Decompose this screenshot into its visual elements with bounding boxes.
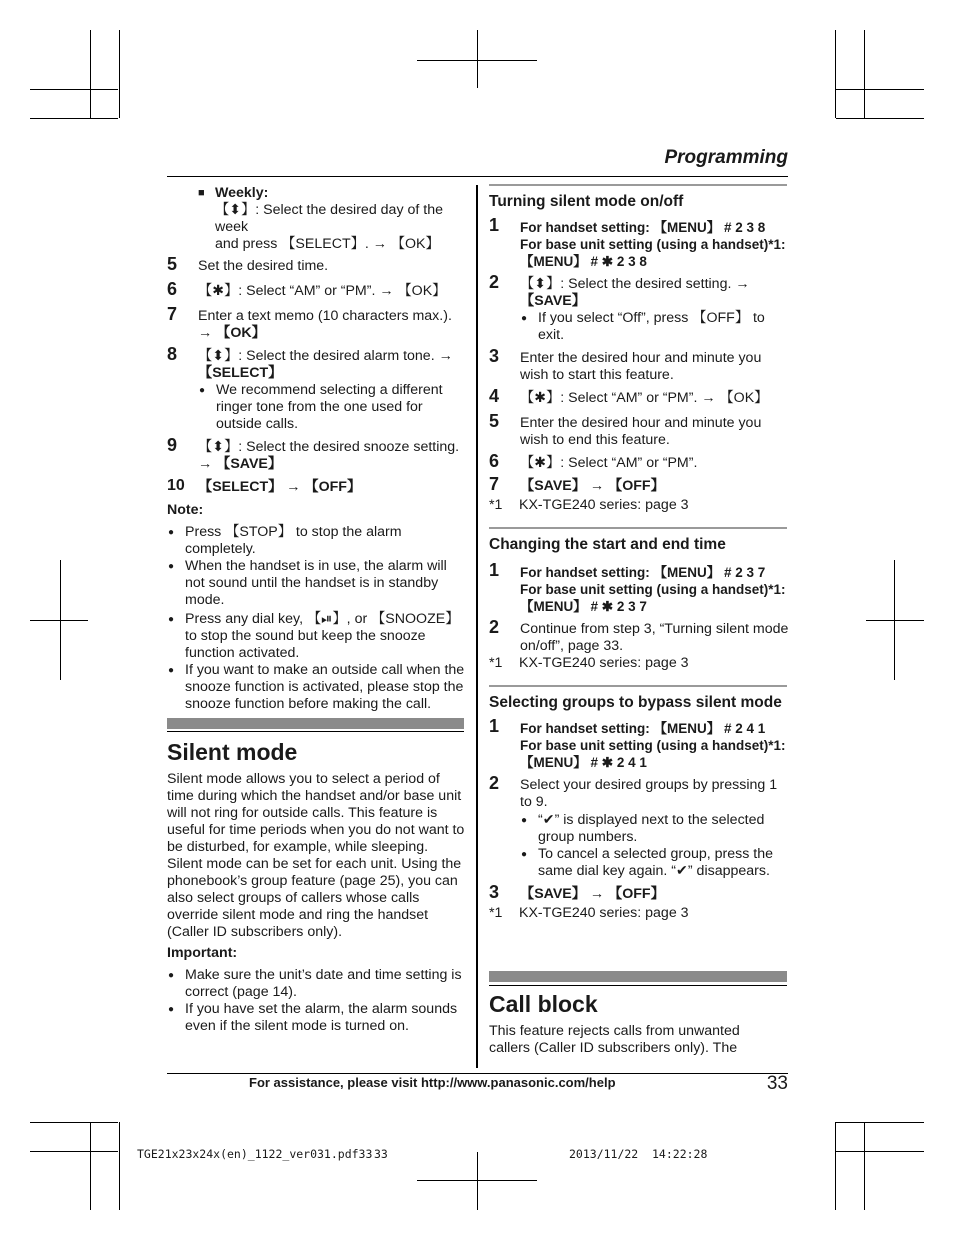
changing-step-1 bbox=[489, 560, 789, 615]
crop-mark bbox=[836, 118, 924, 119]
note-item: ● If you want to make an outside call when the snooze function is activated, please stop the snooze function before making the call. bbox=[167, 662, 467, 713]
crop-mark bbox=[835, 30, 836, 118]
crop-mark bbox=[836, 1151, 924, 1152]
step-text: 【✱】: Select “AM” or “PM”. → 【OK】 bbox=[520, 390, 769, 406]
turning-step-1 bbox=[489, 215, 789, 270]
step-text-2: For base unit setting (using a handset)*1: 【MENU】 # ✱ 2 3 8 bbox=[520, 237, 786, 269]
crop-mark bbox=[864, 1122, 865, 1210]
print-page: 33 bbox=[374, 1147, 388, 1161]
step-number: 6 bbox=[489, 451, 500, 471]
notes-list bbox=[167, 524, 467, 713]
crop-mark bbox=[836, 1122, 924, 1123]
step-text-2: 【SAVE】 bbox=[520, 293, 586, 309]
step-bullet: ● If you select “Off”, press 【OFF】 to exit. bbox=[520, 310, 789, 344]
step-text-2: For base unit setting (using a handset)*1: 【MENU】 # ✱ 2 4 1 bbox=[520, 738, 786, 770]
step-bullet: ● To cancel a selected group, press the same dial key again. “✔” disappears. bbox=[520, 846, 789, 880]
step-text: Enter a text memo (10 characters max.). bbox=[198, 308, 452, 324]
step-text: For handset setting: 【MENU】 # 2 3 7 bbox=[520, 565, 766, 580]
crop-mark bbox=[30, 1151, 118, 1152]
crop-mark bbox=[119, 30, 120, 118]
step-text-2: → 【SAVE】 bbox=[198, 456, 283, 472]
note-label: Note: bbox=[167, 502, 204, 518]
footnote-text: KX-TGE240 series: page 3 bbox=[519, 497, 689, 513]
step-8-bullet: ● We recommend selecting a different ringer tone from the one used for outside calls. bbox=[198, 382, 467, 433]
step-6 bbox=[167, 279, 467, 300]
column-divider bbox=[476, 185, 478, 1068]
turning-step-7 bbox=[489, 474, 789, 495]
crop-mark bbox=[417, 1180, 537, 1181]
note-item: ● Press 【STOP】 to stop the alarm completely. bbox=[167, 524, 467, 558]
turning-step-2 bbox=[489, 272, 789, 344]
subsection-rule bbox=[489, 184, 787, 186]
right-column bbox=[489, 193, 789, 514]
footnote-text: KX-TGE240 series: page 3 bbox=[519, 655, 689, 671]
silent-mode-heading: Silent mode bbox=[167, 739, 298, 765]
section-bar bbox=[167, 718, 464, 729]
footnote bbox=[489, 905, 789, 922]
groups-step-2 bbox=[489, 773, 789, 880]
crop-mark bbox=[477, 30, 478, 88]
step-10 bbox=[167, 479, 467, 496]
step-text-2: 【SELECT】 bbox=[198, 365, 283, 381]
print-filename: TGE21x23x24x(en)_1122_ver031.pdf33 bbox=[137, 1147, 373, 1161]
step-text-2: → 【OK】 bbox=[198, 325, 266, 341]
print-time: 14:22:28 bbox=[652, 1147, 708, 1161]
section-rule bbox=[489, 985, 787, 986]
step-text: 【SAVE】 → 【OFF】 bbox=[520, 886, 665, 902]
weekly-text: 【⬍】: Select the desired day of the week bbox=[215, 202, 443, 235]
weekly-label: ■ Weekly: bbox=[215, 185, 269, 201]
step-number: 3 bbox=[489, 882, 500, 902]
crop-mark bbox=[30, 89, 118, 90]
step-text: 【⬍】: Select the desired setting. → bbox=[520, 276, 750, 292]
step-number: 5 bbox=[489, 411, 500, 431]
note-item: ● When the handset is in use, the alarm will not sound until the handset is in standby mode. bbox=[167, 558, 467, 609]
step-number: 5 bbox=[167, 254, 178, 274]
crop-mark bbox=[30, 1122, 118, 1123]
step-7 bbox=[167, 304, 467, 342]
groups-step-3 bbox=[489, 882, 789, 903]
step-number: 4 bbox=[489, 386, 500, 406]
crop-mark bbox=[119, 1122, 120, 1210]
crop-mark bbox=[836, 89, 924, 90]
call-block-body: This feature rejects calls from unwanted callers (Caller ID subscribers only). The bbox=[489, 1023, 740, 1056]
footnote-mark: *1 bbox=[489, 497, 503, 513]
step-text: For handset setting: 【MENU】 # 2 3 8 bbox=[520, 220, 766, 235]
step-number: 8 bbox=[167, 344, 178, 364]
footnote bbox=[489, 655, 789, 672]
crop-mark bbox=[864, 30, 865, 118]
section-bar bbox=[489, 971, 787, 982]
header-rule bbox=[167, 176, 788, 177]
turning-step-6 bbox=[489, 451, 789, 472]
step-text: Enter the desired hour and minute you wish to end this feature. bbox=[520, 415, 762, 448]
step-text: 【✱】: Select “AM” or “PM”. bbox=[520, 455, 698, 471]
changing-time-heading: Changing the start and end time bbox=[489, 536, 726, 553]
step-text: Set the desired time. bbox=[198, 258, 329, 274]
subsection-rule bbox=[489, 527, 787, 529]
step-text: 【⬍】: Select the desired alarm tone. → bbox=[198, 348, 453, 364]
note-item: ● Press any dial key, 【⏯】, or 【SNOOZE】 to stop the sound but keep the snooze function activated. bbox=[167, 611, 467, 662]
turning-step-4 bbox=[489, 386, 789, 407]
step-bullet: ● “✔” is displayed next to the selected group numbers. bbox=[520, 812, 789, 846]
footnote bbox=[489, 497, 789, 514]
step-number: 2 bbox=[489, 272, 500, 292]
crop-mark bbox=[30, 118, 118, 119]
step-number: 2 bbox=[489, 617, 500, 637]
weekly-text-2: and press 【SELECT】. → 【OK】 bbox=[215, 236, 440, 252]
step-text: 【⬍】: Select the desired snooze setting. bbox=[198, 439, 460, 455]
groups-step-1 bbox=[489, 716, 789, 771]
silent-mode-body: Silent mode allows you to select a period of time during which the handset and/or base unit will not ring for outside calls. This feature is useful for time periods when you do not want to be disturbed, for example, while sleeping. Silent mode can be set for each unit. Using the phonebook’s group feature (page 25), you can also select groups of callers whose calls override silent mode and ring the handset (Caller ID subscribers only). bbox=[167, 771, 465, 940]
important-item: ● If you have set the alarm, the alarm sounds even if the silent mode is turned on. bbox=[167, 1001, 467, 1035]
step-number: 10 bbox=[167, 477, 185, 494]
changing-step-2 bbox=[489, 617, 789, 655]
step-number: 9 bbox=[167, 435, 178, 455]
step-text: Continue from step 3, “Turning silent mode on/off”, page 33. bbox=[520, 621, 789, 654]
step-number: 7 bbox=[489, 474, 500, 494]
changing-section bbox=[489, 536, 789, 672]
footnote-text: KX-TGE240 series: page 3 bbox=[519, 905, 689, 921]
important-list bbox=[167, 967, 467, 1035]
weekly-option bbox=[197, 185, 467, 253]
footnote-mark: *1 bbox=[489, 655, 503, 671]
crop-mark bbox=[835, 1122, 836, 1210]
page-number: 33 bbox=[766, 1073, 788, 1094]
crop-mark bbox=[477, 1152, 478, 1210]
subsection-rule bbox=[489, 685, 787, 687]
print-date: 2013/11/22 bbox=[569, 1147, 639, 1161]
bypass-groups-heading: Selecting groups to bypass silent mode bbox=[489, 694, 782, 711]
step-text-2: For base unit setting (using a handset)*1: 【MENU】 # ✱ 2 3 7 bbox=[520, 582, 786, 614]
crop-mark bbox=[90, 1122, 91, 1210]
step-number: 3 bbox=[489, 346, 500, 366]
step-9 bbox=[167, 435, 467, 473]
turning-step-3 bbox=[489, 346, 789, 384]
step-5 bbox=[167, 254, 467, 275]
step-number: 1 bbox=[489, 560, 500, 580]
turning-silent-heading: Turning silent mode on/off bbox=[489, 193, 684, 210]
crop-mark bbox=[30, 620, 88, 621]
silent-mode-section bbox=[167, 771, 467, 1035]
step-number: 1 bbox=[489, 215, 500, 235]
step-number: 6 bbox=[167, 279, 178, 299]
step-number: 2 bbox=[489, 773, 500, 793]
groups-section bbox=[489, 692, 789, 922]
step-8 bbox=[167, 344, 467, 433]
step-text: Select your desired groups by pressing 1 to 9. bbox=[520, 777, 778, 810]
important-item: ● Make sure the unit’s date and time setting is correct (page 14). bbox=[167, 967, 467, 1001]
call-block-heading: Call block bbox=[489, 991, 598, 1017]
step-text: 【SAVE】 → 【OFF】 bbox=[520, 478, 665, 494]
call-block-section bbox=[489, 1023, 779, 1057]
step-text: For handset setting: 【MENU】 # 2 4 1 bbox=[520, 721, 766, 736]
crop-mark bbox=[866, 620, 924, 621]
step-number: 7 bbox=[167, 304, 178, 324]
step-number: 1 bbox=[489, 716, 500, 736]
step-text: 【✱】: Select “AM” or “PM”. → 【OK】 bbox=[198, 283, 447, 299]
footer-rule bbox=[167, 1073, 788, 1074]
section-title: Programming bbox=[664, 147, 788, 168]
step-text: 【SELECT】 → 【OFF】 bbox=[198, 479, 362, 495]
step-text: Enter the desired hour and minute you wish to start this feature. bbox=[520, 350, 762, 383]
left-column bbox=[167, 185, 467, 713]
important-label: Important: bbox=[167, 945, 238, 961]
crop-mark bbox=[90, 30, 91, 118]
section-rule bbox=[167, 731, 464, 732]
crop-mark bbox=[417, 60, 537, 61]
footnote-mark: *1 bbox=[489, 905, 503, 921]
assistance-link[interactable]: For assistance, please visit http://www.panasonic.com/help bbox=[249, 1075, 616, 1090]
turning-step-5 bbox=[489, 411, 789, 449]
